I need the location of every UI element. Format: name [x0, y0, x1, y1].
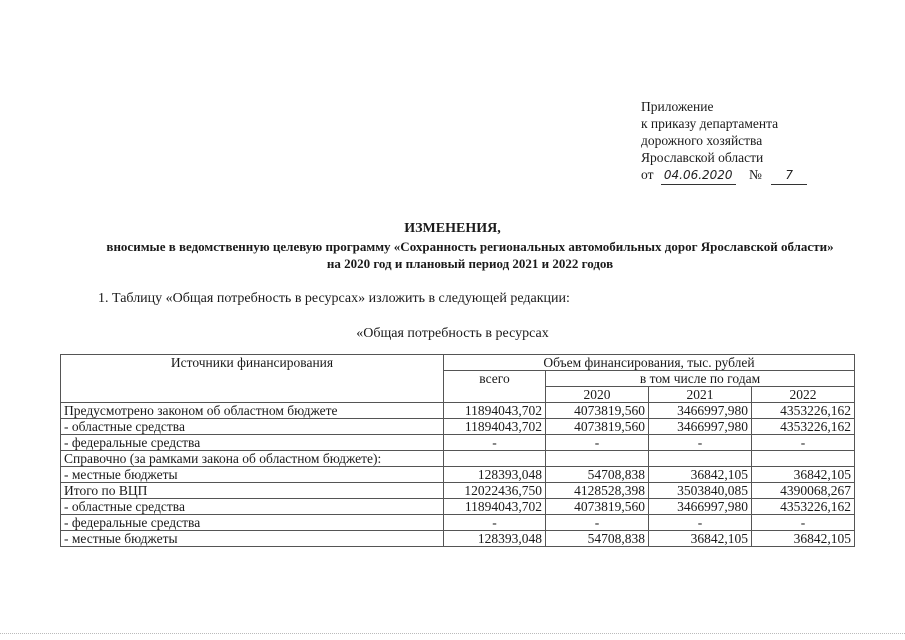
cell-2022: 36842,105	[752, 531, 855, 547]
cell-2022: 4353226,162	[752, 403, 855, 419]
cell-total: 11894043,702	[444, 499, 546, 515]
cell-2021	[649, 451, 752, 467]
row-label: - федеральные средства	[61, 515, 444, 531]
header-total: всего	[444, 371, 546, 403]
cell-total	[444, 451, 546, 467]
header-year: 2022	[752, 387, 855, 403]
cell-2022: -	[752, 515, 855, 531]
header-source: Источники финансирования	[61, 355, 444, 403]
appendix-line: к приказу департамента	[641, 116, 779, 131]
cell-total: 128393,048	[444, 467, 546, 483]
cell-2021: 3503840,085	[649, 483, 752, 499]
header-year: 2021	[649, 387, 752, 403]
table-row	[61, 451, 855, 467]
cell-2022: 36842,105	[752, 467, 855, 483]
row-label: - местные бюджеты	[61, 467, 444, 483]
row-label: Итого по ВЦП	[61, 483, 444, 499]
cell-2022: 4353226,162	[752, 499, 855, 515]
cell-2020: 4073819,560	[546, 403, 649, 419]
cell-2021: -	[649, 515, 752, 531]
cell-total: 11894043,702	[444, 403, 546, 419]
cell-2020: 54708,838	[546, 467, 649, 483]
table-row	[61, 419, 855, 435]
cell-total: -	[444, 435, 546, 451]
cell-2021: 3466997,980	[649, 403, 752, 419]
order-date-line	[641, 167, 807, 182]
row-label: - федеральные средства	[61, 435, 444, 451]
cell-2020: -	[546, 515, 649, 531]
cell-2022: -	[752, 435, 855, 451]
cell-2020: 4073819,560	[546, 499, 649, 515]
instruction-paragraph: 1. Таблицу «Общая потребность в ресурсах» изложить в следующей редакции:	[98, 291, 570, 306]
table-row	[61, 403, 855, 419]
cell-2021: 3466997,980	[649, 499, 752, 515]
header-row	[61, 355, 855, 371]
row-label: - областные средства	[61, 419, 444, 435]
header-by-years: в том числе по годам	[546, 371, 855, 387]
document-title: ИЗМЕНЕНИЯ,	[404, 221, 501, 236]
cell-total: 128393,048	[444, 531, 546, 547]
cell-total: -	[444, 515, 546, 531]
header-year: 2020	[546, 387, 649, 403]
scan-artifact-line	[0, 633, 905, 636]
cell-2022: 4353226,162	[752, 419, 855, 435]
cell-2021: 3466997,980	[649, 419, 752, 435]
appendix-line: Приложение	[641, 99, 714, 114]
row-label: Справочно (за рамками закона об областном бюджете):	[61, 451, 444, 467]
table-row	[61, 467, 855, 483]
cell-total: 11894043,702	[444, 419, 546, 435]
row-label: - местные бюджеты	[61, 531, 444, 547]
header-volume: Объем финансирования, тыс. рублей	[444, 355, 855, 371]
table-row	[61, 435, 855, 451]
appendix-line: Ярославской области	[641, 150, 764, 165]
cell-2020: 54708,838	[546, 531, 649, 547]
order-number: 7	[771, 167, 807, 185]
table-caption: «Общая потребность в ресурсах	[356, 326, 549, 341]
cell-2021: -	[649, 435, 752, 451]
cell-2021: 36842,105	[649, 467, 752, 483]
resources-table	[60, 354, 855, 547]
cell-2020: 4073819,560	[546, 419, 649, 435]
row-label: Предусмотрено законом об областном бюджете	[61, 403, 444, 419]
cell-2021: 36842,105	[649, 531, 752, 547]
cell-2020: 4128528,398	[546, 483, 649, 499]
cell-2020	[546, 451, 649, 467]
number-prefix: №	[748, 167, 762, 182]
table-row	[61, 515, 855, 531]
appendix-line: дорожного хозяйства	[641, 133, 763, 148]
table-row	[61, 499, 855, 515]
cell-2022: 4390068,267	[752, 483, 855, 499]
date-prefix: от	[641, 167, 654, 182]
document-subtitle: вносимые в ведомственную целевую программу «Сохранность региональных автомобильных дорог Ярославской области» на 2020 год и плановый период 2021 и 2022 годов	[106, 239, 834, 271]
cell-2022	[752, 451, 855, 467]
cell-2020: -	[546, 435, 649, 451]
appendix-block	[641, 98, 807, 185]
cell-total: 12022436,750	[444, 483, 546, 499]
row-label: - областные средства	[61, 499, 444, 515]
table-row	[61, 531, 855, 547]
table-row	[61, 483, 855, 499]
order-date: 04.06.2020	[661, 167, 736, 185]
